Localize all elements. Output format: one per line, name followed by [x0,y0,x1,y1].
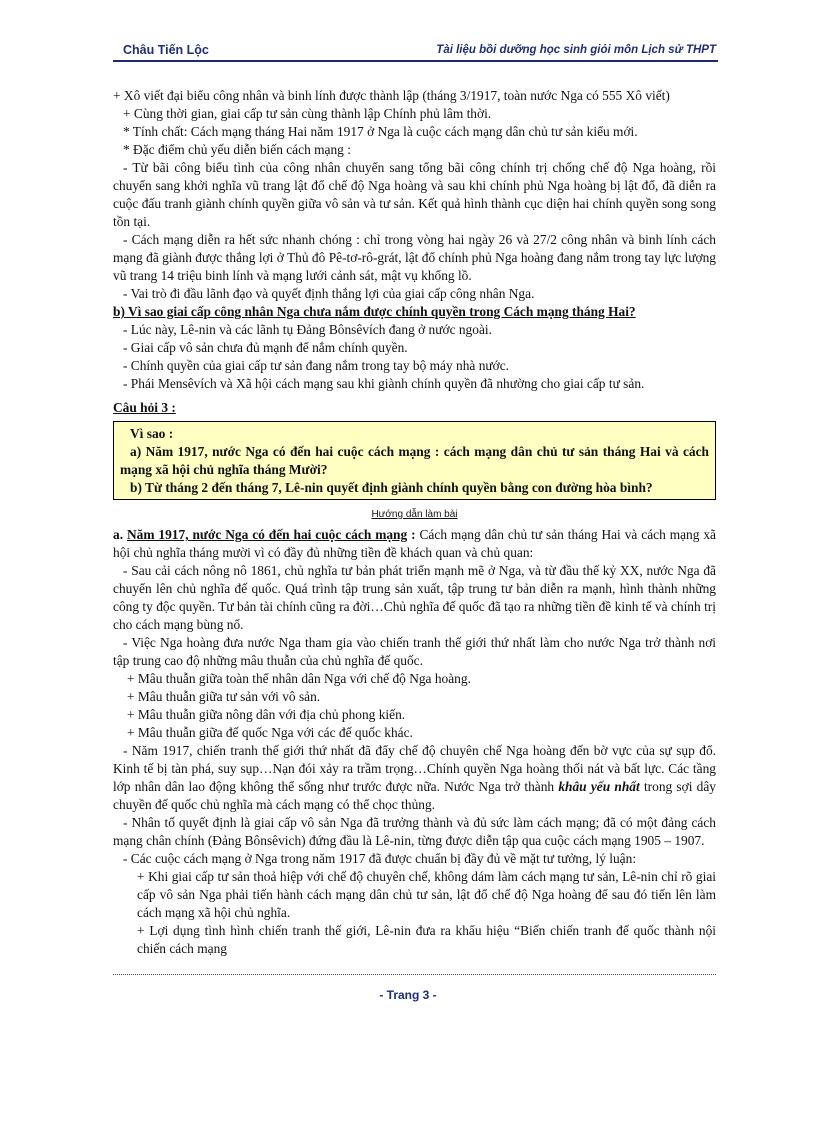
paragraph: - Cách mạng diễn ra hết sức nhanh chóng : chỉ trong vòng hai ngày 26 và 27/2 công nhân và binh lính cách mạng đã giành được thắng lợi ở Thủ đô Pê-tơ-rô-grát, lật đổ chính phủ Nga hoàng đang nắm trong tay lực lượng vũ trang 14 triệu binh lính và mạng lưới cảnh sát, mật vụ khổng lồ. [113,232,716,283]
question-a: a) Năm 1917, nước Nga có đến hai cuộc cách mạng : cách mạng dân chủ tư sản tháng Hai và cách mạng xã hội chủ nghĩa tháng Mười? [120,444,709,477]
emphasis-text: khâu yếu nhất [558,779,640,794]
list-item: - Phái Mensêvích và Xã hội cách mạng sau khi giành chính quyền đã nhường cho giai cấp tư sản. [123,376,645,391]
list-item: + Mâu thuẫn giữa tư sản với vô sản. [127,689,321,704]
guide-a-heading: Năm 1917, nước Nga có đến hai cuộc cách mạng [126,527,408,542]
paragraph: - Từ bãi công biểu tình của công nhân chuyển sang tổng bãi công chính trị chống chế độ Nga hoàng, rồi chuyển sang khởi nghĩa vũ trang lật đổ chế độ Nga hoàng và sau khi chính phủ Nga hoàng bị lật đổ, đã diễn ra cuộc đấu tranh giành chính quyền giữa vô sản và tư sản. Kết quả hình thành cục diện hai chính quyền song song tồn tại. [113,160,716,229]
question-intro: Vì sao : [130,426,174,441]
paragraph: - Việc Nga hoàng đưa nước Nga tham gia vào chiến tranh thế giới thứ nhất làm cho nước Nga trở thành nơi tập trung cao độ những mâu thuẫn của chủ nghĩa đế quốc. [113,635,716,668]
page-content [113,87,716,958]
paragraph: - Nhân tố quyết định là giai cấp vô sản Nga đã trưởng thành và đủ sức làm cách mạng; đã có một đảng cách mạng chân chính (Đảng Bônsêvich) đứng đầu là Lê-nin, từng được diễn tập qua cuộc cách mạng 1905 – 1907. [113,815,716,848]
header-author: Châu Tiến Lộc [123,43,209,57]
page-number: - Trang 3 - [379,988,437,1002]
paragraph: + Cùng thời gian, giai cấp tư sản cùng thành lập Chính phủ lâm thời. [123,106,492,121]
paragraph [113,742,716,814]
guide-a-colon: : [407,527,420,542]
footer-divider [113,974,716,975]
text-run: - Năm 1917, chiến tranh thế giới thứ nhất đã đẩy chế độ chuyên chế Nga hoàng đến bờ vực của sự sụp đổ. Kinh tế bị tàn phá, suy sụp…Nạn đói xảy ra trầm trọng…Chính quyền Nga hoàng thối nát và bất lực. Các tầng lớp nhân dân lao động không thể sống như trước được nữa. Nước Nga trở thành [113,743,716,794]
question-b: b) Từ tháng 2 đến tháng 7, Lê-nin quyết định giành chính quyền bằng con đường hòa bình? [130,480,653,495]
list-item: + Mâu thuẫn giữa nông dân với địa chủ phong kiến. [127,707,406,722]
guide-a-text: Cách mạng dân chủ tư sản tháng Hai và cách mạng xã hội chủ nghĩa tháng mười vì có đầy đủ những tiền đề khách quan và chủ quan: [113,527,717,560]
page-header [113,40,718,62]
list-item: - Lúc này, Lê-nin và các lãnh tụ Đảng Bônsêvích đang ở nước ngoài. [123,322,492,337]
paragraph: + Xô viết đại biểu công nhân và binh lính được thành lập (tháng 3/1917, toàn nước Nga có 555 Xô viết) [113,88,670,103]
list-item: + Khi giai cấp tư sản thoả hiệp với chế độ chuyên chế, không dám làm cách mạng tư sản, Lê-nin chỉ rõ giai cấp vô sản Nga phải tiến hành cách mạng dân chủ tư sản, lật đổ chế độ Nga hoàng để sau đó tiến lên làm cách mạng xã hội chủ nghĩa. [137,869,716,920]
section-b-heading: b) Vì sao giai cấp công nhân Nga chưa nắm được chính quyền trong Cách mạng tháng Hai? [113,304,636,319]
list-item: - Giai cấp vô sản chưa đủ mạnh để nắm chính quyền. [123,340,408,355]
header-document-title: Tài liệu bồi dưỡng học sinh giỏi môn Lịch sử THPT [436,44,716,56]
list-item: - Chính quyền của giai cấp tư sản đang nắm trong tay bộ máy nhà nước. [123,358,510,373]
question-label: Câu hỏi 3 : [113,400,176,415]
text-run: trong sợi dây chuyền đế quốc chủ nghĩa mà cách mạng có thể chọc thủng. [113,779,717,812]
guide-a-prefix: a. [113,527,127,542]
question-box [113,421,716,500]
list-item: + Lợi dụng tình hình chiến tranh thế giới, Lê-nin đưa ra khẩu hiệu “Biến chiến tranh đế quốc thành nội chiến cách mạng [137,923,716,956]
paragraph: - Các cuộc cách mạng ở Nga trong năm 1917 đã được chuẩn bị đầy đủ về mặt tư tưởng, lý luận: [123,851,637,866]
guide-a-paragraph [113,526,716,562]
paragraph: - Vai trò đi đầu lãnh đạo và quyết định thắng lợi của giai cấp công nhân Nga. [123,286,535,301]
paragraph: * Tính chất: Cách mạng tháng Hai năm 1917 ở Nga là cuộc cách mạng dân chủ tư sản kiểu mới. [123,124,638,139]
paragraph: - Sau cải cách nông nô 1861, chủ nghĩa tư bản phát triển mạnh mẽ ở Nga, và từ đầu thế kỷ XX, nước Nga đã chuyển lên chủ nghĩa đế quốc. Quá trình tập trung sản xuất, tập trung tư bản diễn ra mạnh, hình thành những công ty độc quyền. Tư bản tài chính cũng ra đời…Chủ nghĩa đế quốc đã tạo ra những tiền đề kinh tế và chính trị cho cách mạng bùng nổ. [113,563,716,632]
list-item: + Mâu thuẫn giữa đế quốc Nga với các đế quốc khác. [127,725,413,740]
paragraph: * Đặc điểm chủ yếu diễn biến cách mạng : [123,142,351,157]
list-item: + Mâu thuẫn giữa toàn thể nhân dân Nga với chế độ Nga hoàng. [127,671,471,686]
guide-label: Hướng dẫn làm bài [371,509,458,520]
